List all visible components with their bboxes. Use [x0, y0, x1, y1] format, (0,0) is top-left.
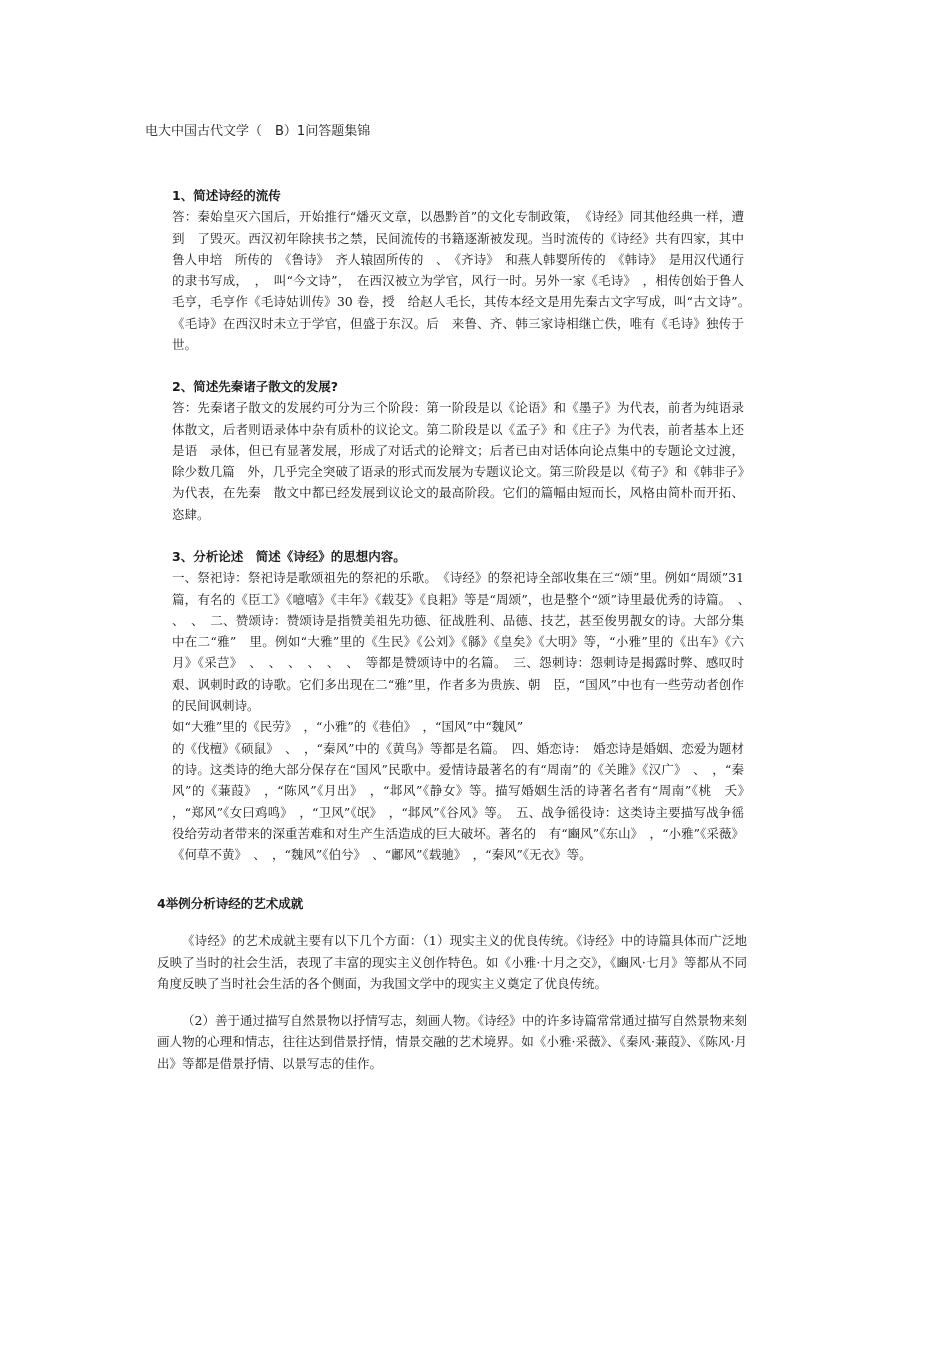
section-heading: 1、简述诗经的流传: [172, 188, 281, 203]
section-body-line: 一、祭祀诗：祭祀诗是歌颂祖先的祭祀的乐歌。 《诗经》的祭祀诗全部收集在三“颂”里。例如“周颂”31 篇，有名的《臣工》《噫嘻》《丰年》《载芟》《良耜》等是“周颂”，也是整个“颂”诗里最优秀的诗篇。 、 、 、 二、赞颂诗：赞颂诗是指赞美祖先功德、征战胜利、品德、技艺，甚至俊男靓女的诗。大部分集中在二“雅” 里。例如“大雅”里的《生民》《公刘》《緜》《皇矣》《大明》等，“小雅”里的《出车》《六月》《采芑》 、 、 、 、 、 、 等都是赞颂诗中的名篇。 三、怨刺诗：怨刺诗是揭露时弊、感叹时艰、讽刺时政的诗歌。它们多出现在二“雅”里，作者多为贵族、朝 臣，“国风”中也有一些劳动者创作的民间讽刺诗。: [172, 570, 757, 714]
section-heading: 3、分析论述 简述《诗经》的思想内容。: [172, 549, 406, 564]
section-4: [157, 893, 747, 1090]
section-body: 答：先秦诸子散文的发展约可分为三个阶段：第一阶段是以《论语》和《墨子》为代表，前者为纯语录 体散文，后者则语录体中杂有质朴的议论文。第二阶段是以《孟子》和《庄子》为代表，前者基本上还是语 录体，但已有显著发展，形成了对话式的论辩文；后者已由对话体向论点集中的专题论文过渡，除少数几篇 外，几乎完全突破了语录的形式而发展为专题议论文。第三阶段是以《荀子》和《韩非子》为代表，在先秦 散文中都已经发展到议论文的最高阶段。它们的篇幅由短而长，风格由简朴而开拓、恣肆。: [172, 400, 757, 522]
section-heading: 4举例分析诗经的艺术成就: [157, 896, 304, 911]
section-heading: 2、简述先秦诸子散文的发展?: [172, 379, 338, 394]
section-paragraph: 《诗经》的艺术成就主要有以下几个方面：（1）现实主义的优良传统。《诗经》中的诗篇具体而广泛地反映了当时的社会生活，表现了丰富的现实主义创作特色。如《小雅·十月之交》，《豳风·七月》等都从不同角度反映了当时社会生活的各个侧面，为我国文学中的现实主义奠定了优良传统。: [157, 933, 747, 991]
document-title: 电大中国古代文学（ B）1问答题集锦: [145, 124, 371, 139]
section-3: [172, 546, 757, 865]
section-body-line: 的《伐檀》《硕鼠》 、 ，“秦风”中的《黄鸟》等都是名篇。 四、婚恋诗： 婚恋诗是婚姻、恋爱为题材的诗。这类诗的绝大部分保存在“国风”民歌中。爱情诗最著名的有“周南”的《关雎》《汉广》 、 ，“秦风”的《蒹葭》 ，“陈风”《月出》 ，“邶风”《静女》等。描写婚姻生活的诗著名者有“周南”《桃 夭》 ，“郑风”《女曰鸡鸣》 ，“卫风”《氓》 ，“邶风”《谷风》等。 五、战争徭役诗：这类诗主要描写战争徭役给劳动者带来的深重苦难和对生产生活造成的巨大破坏。著名的 有“豳风”《东山》 ，“小雅”《采薇》《何草不黄》 、 ，“魏风”《伯兮》 、“鄘风”《载驰》 ，“秦风”《无衣》等。: [172, 740, 757, 863]
section-2: [172, 376, 757, 525]
section-body: 答：秦始皇灭六国后，开始推行“燔灭文章，以愚黔首”的文化专制政策， 《诗经》同其他经典一样，遭到 了毁灭。西汉初年除挟书之禁，民间流传的书籍逐渐被发现。当时流传的《诗经》共有四家，其中鲁人申培 所传的 《鲁诗》 齐人辕固所传的 、 《齐诗》 和燕人韩婴所传的 《韩诗》 是用汉代通行的隶书写成， ， 叫“今文诗”， 在西汉被立为学官，风行一时。另外一家《毛诗》 ，相传创始于鲁人毛亨，毛亨作《毛诗姑训传》30 卷，授 给赵人毛长，其传本经文是用先秦古文字写成，叫“古文诗”。 《毛诗》在西汉时未立于学官，但盛于东汉。后 来鲁、齐、韩三家诗相继亡佚，唯有《毛诗》独传于世。: [172, 209, 757, 353]
section-body-line: 如“大雅”里的《民劳》 ，“小雅”的《巷伯》 ，“国风”中“魏风”: [172, 719, 524, 735]
section-1: [172, 185, 757, 355]
section-paragraph: （2）善于通过描写自然景物以抒情写志，刻画人物。《诗经》中的许多诗篇常常通过描写自然景物来刻画人物的心理和情志，往往达到借景抒情，情景交融的艺术境界。如《小雅·采薇》、《秦风·蒹葭》、《陈风·月出》等都是借景抒情、以景写志的佳作。: [157, 1013, 747, 1071]
